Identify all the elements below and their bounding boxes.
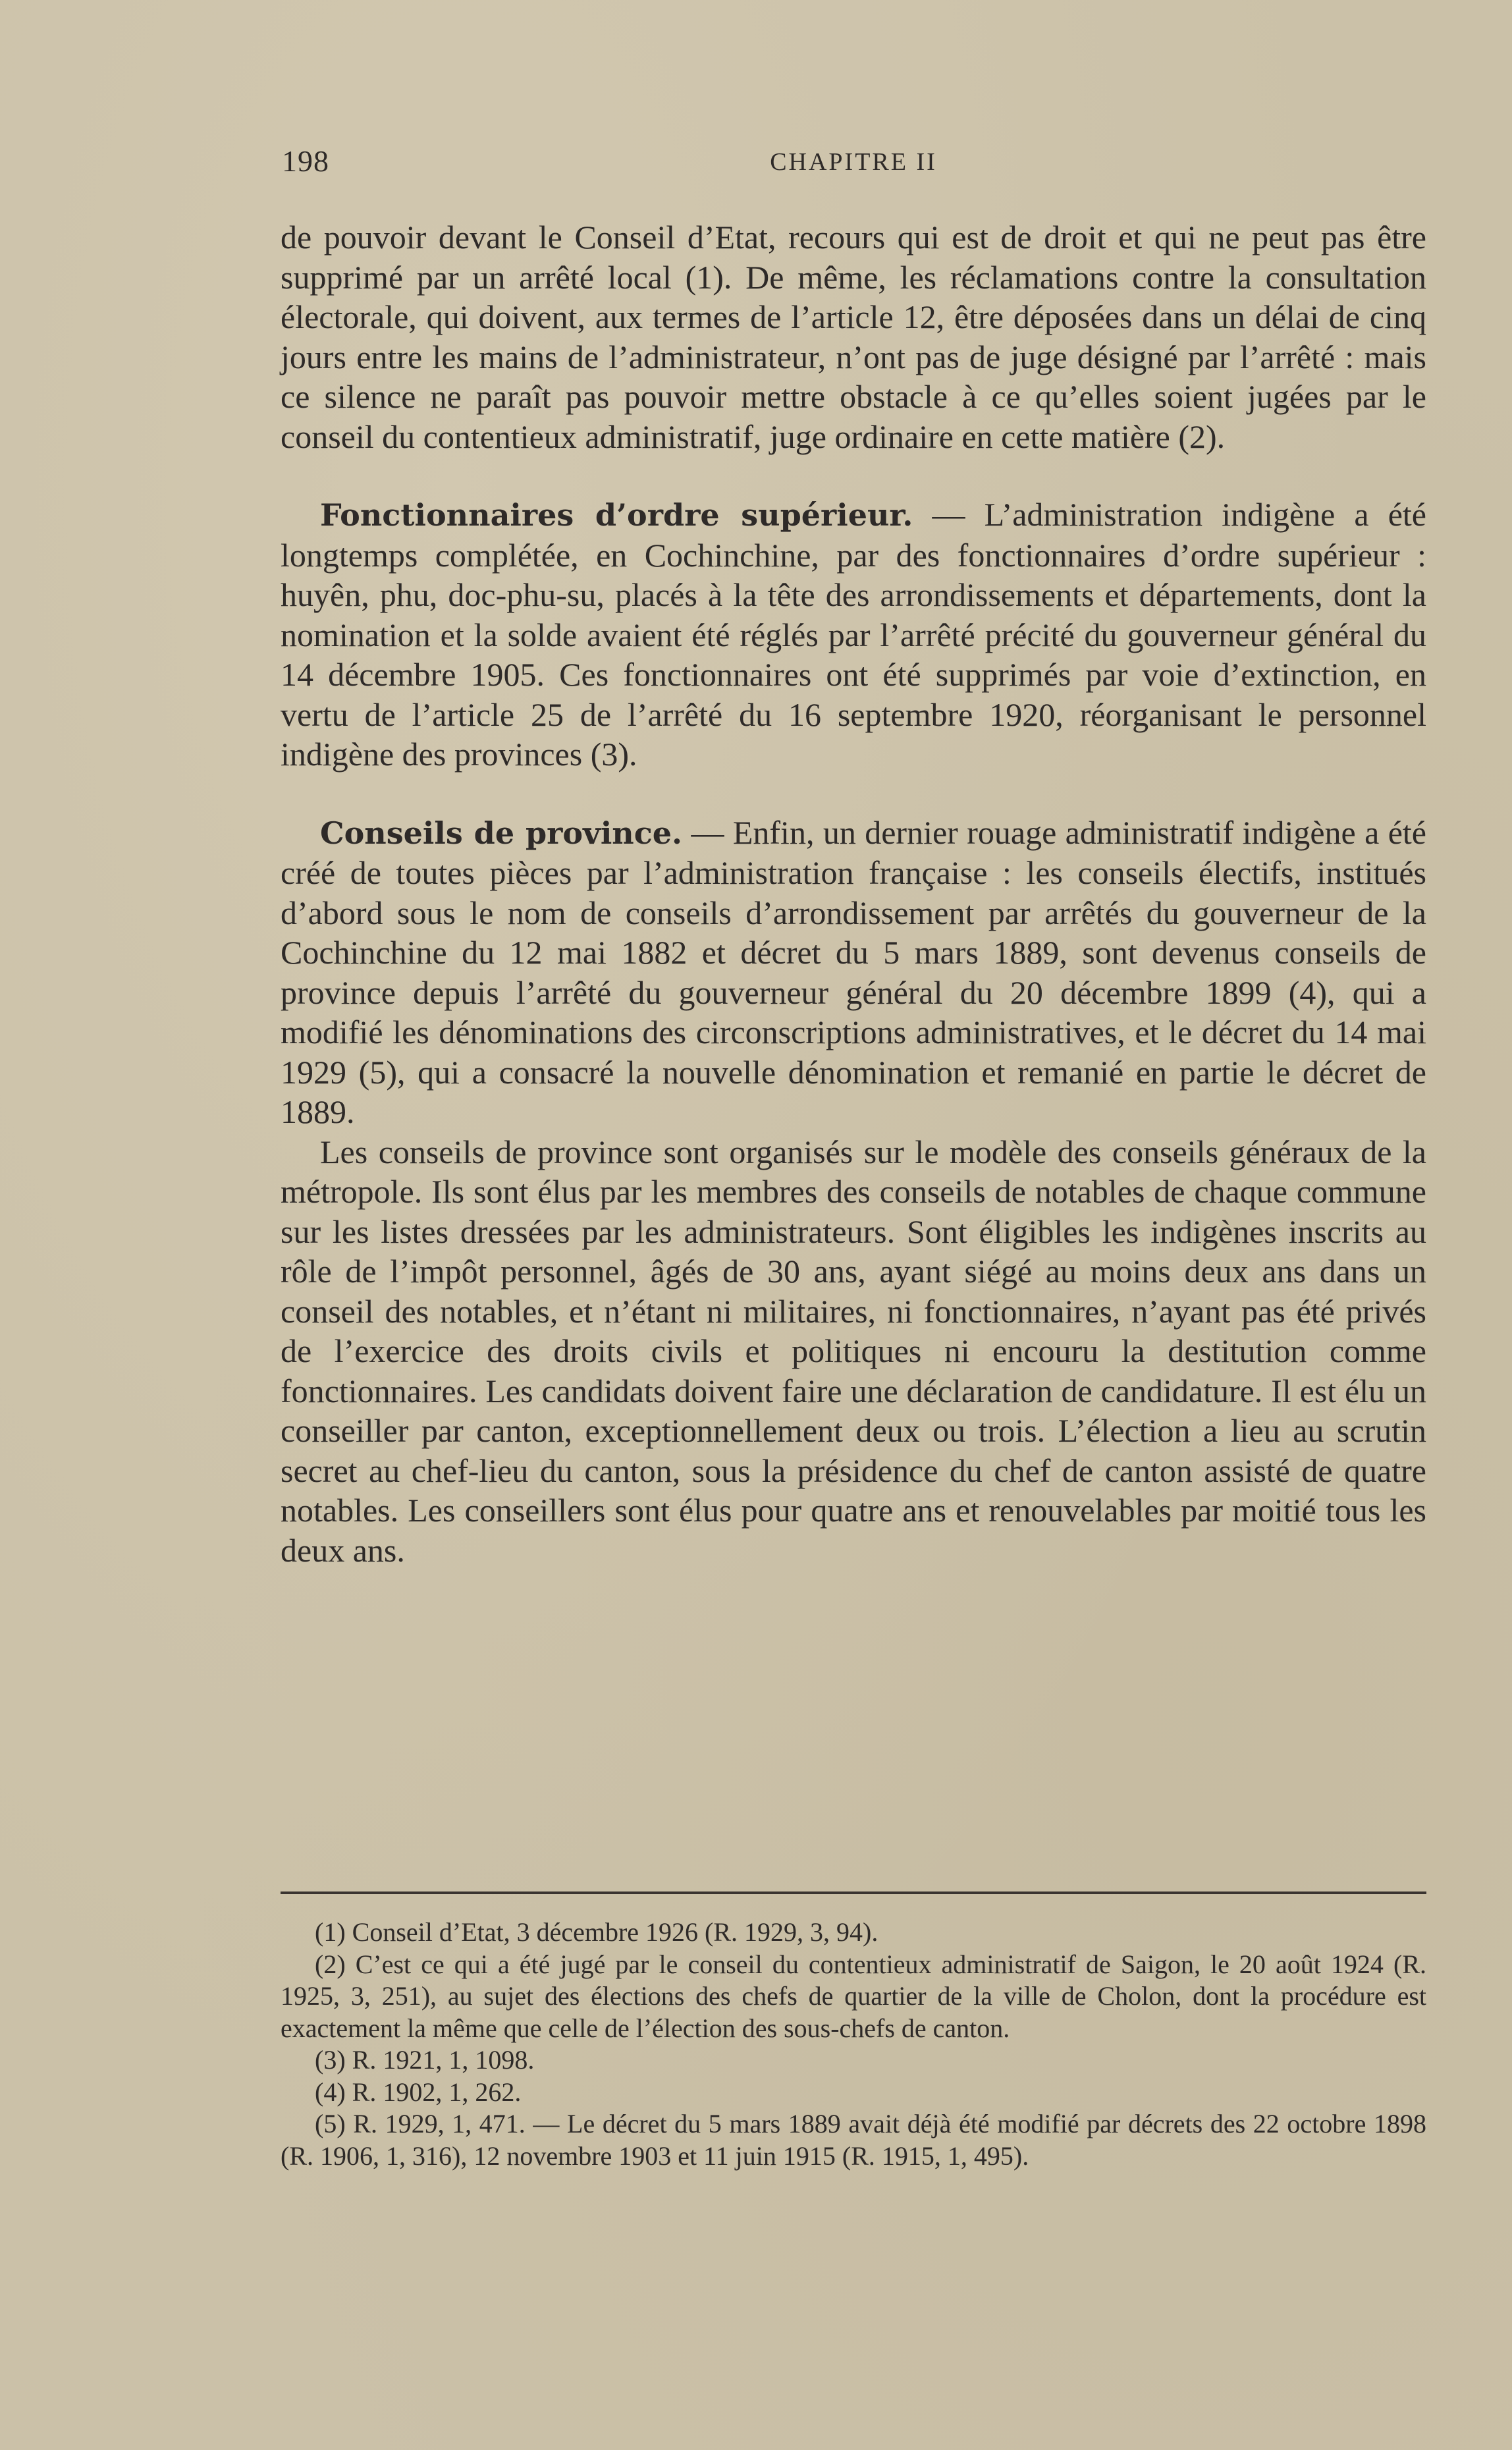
section-title-fonctionnaires: Fonctionnaires d’ordre supérieur. — [320, 497, 913, 533]
main-text — [281, 217, 1426, 1570]
footnote-5: (5) R. 1929, 1, 471. — Le décret du 5 mars 1889 avait déjà été modifié par décrets des 22 octobre 1898 (R. 1906, 1, 316), 12 novembre 1903 et 11 juin 1915 (R. 1915, 1, 495). — [281, 2109, 1426, 2171]
section-text-fonctionnaires: — L’administration indigène a été longtemps complétée, en Cochinchine, par des fonctionnaires d’ordre supérieur : huyên, phu, doc-phu-su, placés à la tête des arrondissements et départements, dont la nomination et la solde avaient été réglés par l’arrêté précité du gouverneur général du 14 décembre 1905. Ces fonctionnaires ont été supprimés par voie d’extinction, en vertu de l’article 25 de l’arrêté du 16 septembre 1920, réorganisant le personnel indigène des provinces (3). — [281, 496, 1426, 773]
section-title-conseils: Conseils de province. — [320, 815, 683, 851]
footnote-1: (1) Conseil d’Etat, 3 décembre 1926 (R. 1929, 3, 94). — [315, 1917, 878, 1947]
section-text-conseils: — Enfin, un dernier rouage administratif indigène a été créé de toutes pièces par l’administration française : les conseils électifs, institués d’abord sous le nom de conseils d’arrondissement par arrêtés du gouverneur de la Cochinchine du 12 mai 1882 et décret du 5 mars 1889, sont devenus conseils de province depuis l’arrêté du gouverneur général du 20 décembre 1899 (4), qui a modifié les dénominations des circonscriptions administratives, et le décret du 14 mai 1929 (5), qui a consacré la nouvelle dénomination et remanié en partie le décret de 1889. — [281, 813, 1427, 1130]
footnote-3: (3) R. 1921, 1, 1098. — [315, 2045, 535, 2075]
paragraph-continuation: de pouvoir devant le Conseil d’Etat, recours qui est de droit et qui ne peut pas être supprimé par un arrêté local (1). De même, les réclamations contre la consultation électorale, qui doivent, aux termes de l’article 12, être déposées dans un délai de cinq jours entre les mains de l’administrateur, n’ont pas de juge désigné par l’arrêté : mais ce silence ne paraît pas pouvoir mettre obstacle à ce qu’elles soient jugées par le conseil du contentieux administratif, juge ordinaire en cette matière (2). — [281, 219, 1426, 455]
footnote-4: (4) R. 1902, 1, 262. — [315, 2077, 522, 2107]
running-head — [282, 144, 1425, 183]
section-conseils — [281, 813, 1426, 1132]
footnote-rule — [281, 1892, 1426, 1894]
paragraph-conseils-organisation: Les conseils de province sont organisés sur le modèle des conseils généraux de la métropole. Ils sont élus par les membres des conseils de notables de chaque commune sur les listes dressées par les administrateurs. Sont éligibles les indigènes inscrits au rôle de l’impôt personnel, âgés de 30 ans, ayant siégé au moins deux ans dans un conseil des notables, et n’étant ni militaires, ni fonctionnaires, n’ayant pas été privés de l’exercice des droits civils et politiques ni encouru la destitution comme fonctionnaires. Les candidats doivent faire une déclaration de candidature. Il est élu un conseiller par canton, exceptionnellement deux ou trois. L’élection a lieu au scrutin secret au chef-lieu du canton, sous la présidence du chef de canton assisté de quatre notables. Les conseillers sont élus pour quatre ans et renouvelables par moitié tous les deux ans. — [281, 1133, 1426, 1569]
section-fonctionnaires — [281, 495, 1426, 775]
page-number: 198 — [282, 144, 329, 178]
footnote-2: (2) C’est ce qui a été jugé par le conseil du contentieux administratif de Saigon, le 20 août 1924 (R. 1925, 3, 251), au sujet des élections des chefs de quartier de la ville de Cholon, dont la procédure est exactement la même que celle de l’élection des sous-chefs de canton. — [281, 1949, 1426, 2043]
footnotes — [281, 1917, 1426, 2172]
chapter-title: CHAPITRE II — [770, 148, 937, 176]
